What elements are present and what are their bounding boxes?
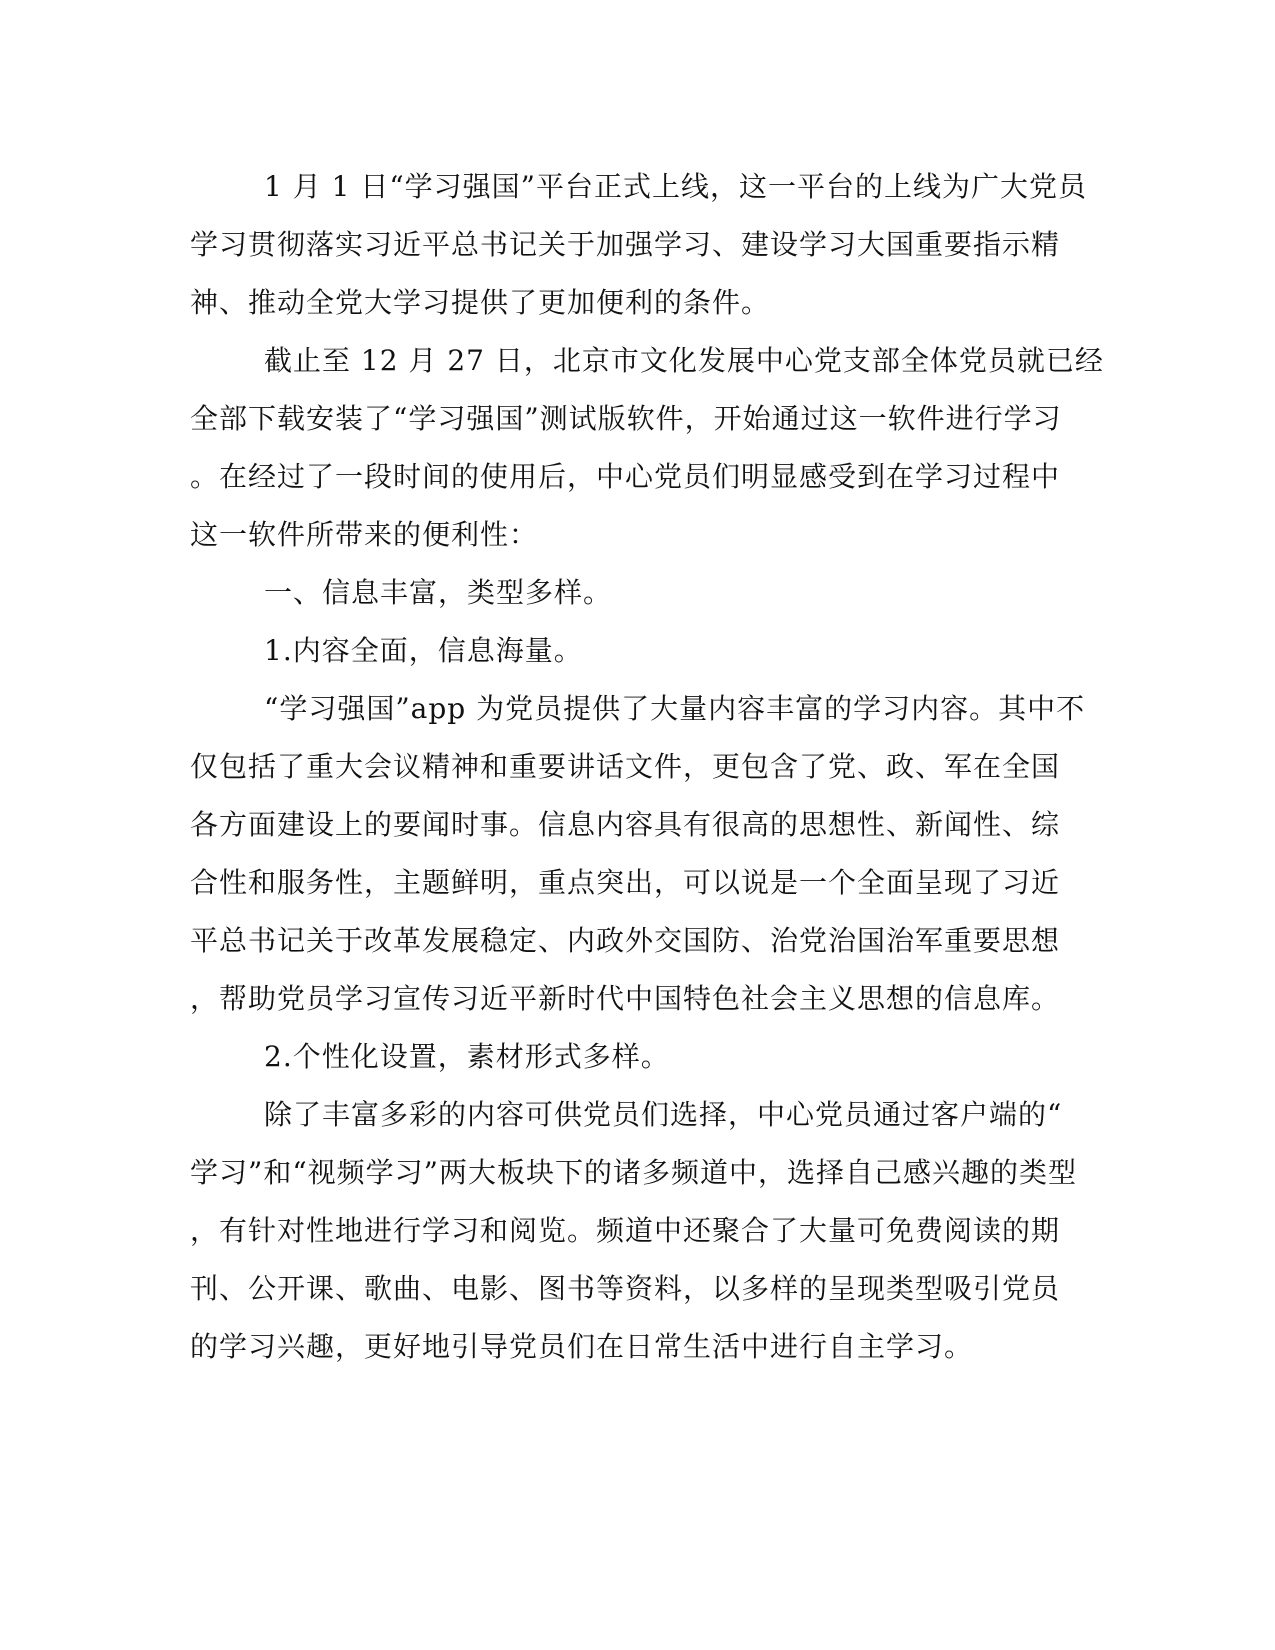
paragraph-line: 仅包括了重大会议精神和重要讲话文件，更包含了党、政、军在全国 (190, 750, 1061, 783)
paragraph-line: 除了丰富多彩的内容可供党员们选择，中心党员通过客户端的“ (264, 1098, 1063, 1131)
subsection-heading: 1.内容全面，信息海量。 (264, 634, 583, 667)
subsection-heading: 2.个性化设置，素材形式多样。 (264, 1040, 670, 1073)
paragraph-line: 1 月 1 日“学习强国”平台正式上线，这一平台的上线为广大党员 (264, 170, 1087, 203)
paragraph-line: 神、推动全党大学习提供了更加便利的条件。 (190, 286, 771, 319)
paragraph-line: “学习强国”app 为党员提供了大量内容丰富的学习内容。其中不 (264, 692, 1086, 725)
paragraph-line: ，帮助党员学习宣传习近平新时代中国特色社会主义思想的信息库。 (190, 982, 1061, 1015)
paragraph-line: ，有针对性地进行学习和阅览。频道中还聚合了大量可免费阅读的期 (190, 1214, 1061, 1247)
paragraph-line: 的学习兴趣，更好地引导党员们在日常生活中进行自主学习。 (190, 1330, 974, 1363)
document-body (190, 158, 1104, 1376)
paragraph-line: 合性和服务性，主题鲜明，重点突出，可以说是一个全面呈现了习近 (190, 866, 1061, 899)
paragraph-line: 。在经过了一段时间的使用后，中心党员们明显感受到在学习过程中 (190, 460, 1061, 493)
section-heading: 一、信息丰富，类型多样。 (264, 576, 613, 609)
paragraph-line: 截止至 12 月 27 日，北京市文化发展中心党支部全体党员就已经 (264, 344, 1104, 377)
paragraph-line: 刊、公开课、歌曲、电影、图书等资料，以多样的呈现类型吸引党员 (190, 1272, 1061, 1305)
paragraph-line: 各方面建设上的要闻时事。信息内容具有很高的思想性、新闻性、综 (190, 808, 1061, 841)
paragraph-line: 学习”和“视频学习”两大板块下的诸多频道中，选择自己感兴趣的类型 (190, 1156, 1077, 1189)
paragraph-line: 这一软件所带来的便利性： (190, 518, 539, 551)
paragraph-line: 学习贯彻落实习近平总书记关于加强学习、建设学习大国重要指示精 (190, 228, 1061, 261)
paragraph-line: 全部下载安装了“学习强国”测试版软件，开始通过这一软件进行学习 (190, 402, 1062, 435)
paragraph-line: 平总书记关于改革发展稳定、内政外交国防、治党治国治军重要思想 (190, 924, 1061, 957)
